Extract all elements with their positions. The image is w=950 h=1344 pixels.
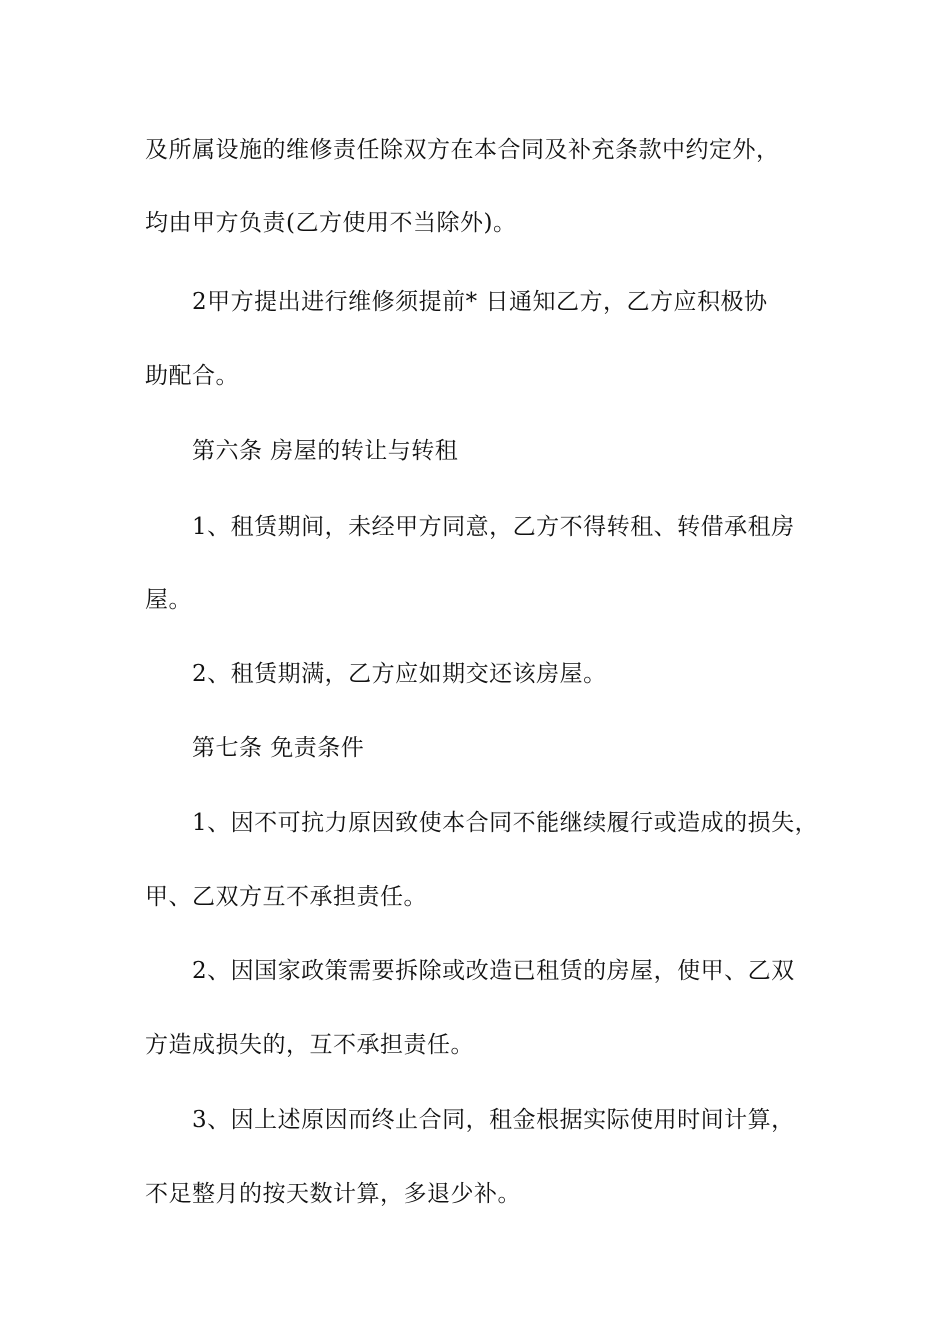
text-line: 2、因国家政策需要拆除或改造已租赁的房屋，使甲、乙双 xyxy=(192,958,795,984)
text-line: 不足整月的按天数计算，多退少补。 xyxy=(145,1181,521,1207)
text-line: 2、租赁期满，乙方应如期交还该房屋。 xyxy=(192,661,607,687)
text-line: 1、因不可抗力原因致使本合同不能继续履行或造成的损失， xyxy=(192,810,819,836)
text-line: 方造成损失的，互不承担责任。 xyxy=(145,1032,474,1058)
text-line: 助配合。 xyxy=(145,363,239,389)
text-line: 均由甲方负责(乙方使用不当除外)。 xyxy=(145,210,517,236)
text-line: 1、租赁期间，未经甲方同意，乙方不得转租、转借承租房 xyxy=(192,514,795,540)
text-line: 3、因上述原因而终止合同，租金根据实际使用时间计算， xyxy=(192,1107,795,1133)
section-heading: 第六条 房屋的转让与转租 xyxy=(192,438,459,464)
text-line: 及所属设施的维修责任除双方在本合同及补充条款中约定外， xyxy=(145,137,780,163)
text-line: 屋。 xyxy=(145,587,192,613)
text-line: 甲、乙双方互不承担责任。 xyxy=(145,884,427,910)
section-heading: 第七条 免责条件 xyxy=(192,735,365,761)
text-line: 2甲方提出进行维修须提前* 日通知乙方，乙方应积极协 xyxy=(192,289,768,315)
